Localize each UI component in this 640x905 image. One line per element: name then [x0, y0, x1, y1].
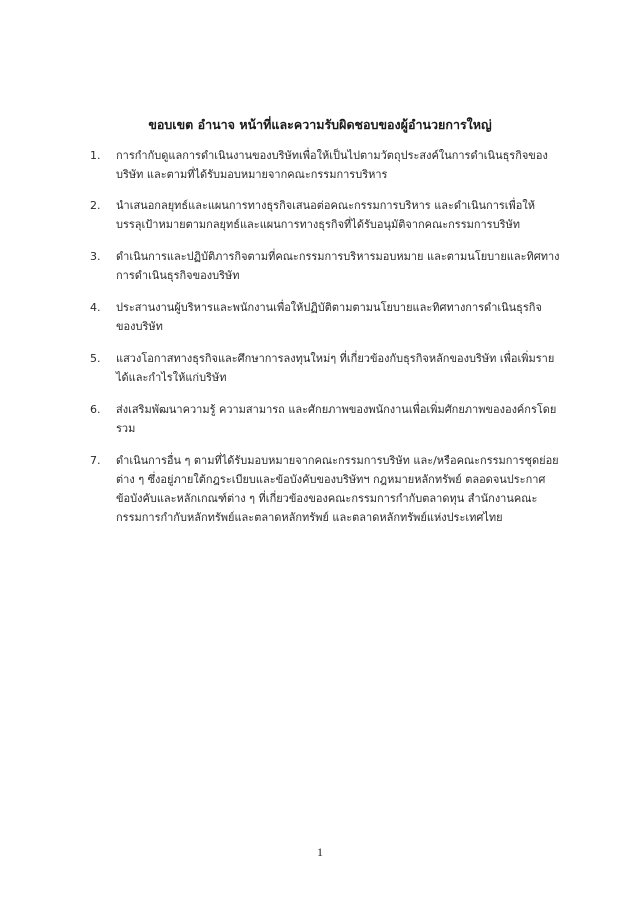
- document-title: ขอบเขต อำนาจ หน้าที่และความรับผิดชอบของผู้อำนวยการใหญ่: [148, 117, 492, 132]
- list-item: [90, 400, 560, 438]
- item-text: ดำเนินการอื่น ๆ ตามที่ได้รับมอบหมายจากคณะกรรมการบริษัท และ/หรือคณะกรรมการชุดย่อยต่าง ๆ ซึ่งอยู่ภายใต้กฎระเบียบและข้อบังคับของบริษัทฯ กฎหมายหลักทรัพย์ ตลอดจนประกาศ ข้อบังคับและหลักเกณฑ์ต่าง ๆ ที่เกี่ยวข้องของคณะกรรมการกำกับตลาดทุน สำนักงานคณะกรรมการกำกับหลักทรัพย์และตลาดหลักทรัพย์ และตลาดหลักทรัพย์แห่งประเทศไทย: [116, 454, 559, 524]
- item-number: 5.: [90, 352, 101, 365]
- item-number: 7.: [90, 454, 101, 467]
- item-text: ดำเนินการและปฏิบัติภารกิจตามที่คณะกรรมการบริหารมอบหมาย และตามนโยบายและทิศทางการดำเนินธุรกิจของบริษัท: [116, 250, 560, 282]
- item-number: 3.: [90, 250, 101, 263]
- item-text: นำเสนอกลยุทธ์และแผนการทางธุรกิจเสนอต่อคณะกรรมการบริหาร และดำเนินการเพื่อให้บรรลุเป้าหมายตามกลยุทธ์และแผนการทางธุรกิจที่ได้รับอนุมัติจากคณะกรรมการบริษัท: [116, 199, 536, 231]
- item-text: ประสานงานผู้บริหารและพนักงานเพื่อให้ปฏิบัติตามตามนโยบายและทิศทางการดำเนินธุรกิจของบริษัท: [116, 301, 542, 333]
- list-item: [90, 298, 560, 336]
- list-item: [90, 247, 560, 285]
- list-item: [90, 196, 560, 234]
- list-item: [90, 349, 560, 387]
- list-item: [90, 146, 560, 184]
- page-number: 1: [317, 845, 323, 859]
- item-text: ส่งเสริมพัฒนาความรู้ ความสามารถ และศักยภาพของพนักงานเพื่อเพิ่มศักยภาพขององค์กรโดยรวม: [116, 403, 557, 435]
- item-text: การกำกับดูแลการดำเนินงานของบริษัทเพื่อให้เป็นไปตามวัตถุประสงค์ในการดำเนินธุรกิจของบริษัท และตามที่ได้รับมอบหมายจากคณะกรรมการบริหาร: [116, 149, 548, 181]
- item-number: 4.: [90, 301, 101, 314]
- item-number: 2.: [90, 199, 101, 212]
- list-item: [90, 451, 560, 527]
- item-number: 1.: [90, 149, 101, 162]
- item-text: แสวงโอกาสทางธุรกิจและศึกษาการลงทุนใหม่ๆ ที่เกี่ยวข้องกับธุรกิจหลักของบริษัท เพื่อเพิ่มรายได้และกำไรให้แก่บริษัท: [116, 352, 555, 384]
- item-number: 6.: [90, 403, 101, 416]
- duties-list: [90, 146, 560, 527]
